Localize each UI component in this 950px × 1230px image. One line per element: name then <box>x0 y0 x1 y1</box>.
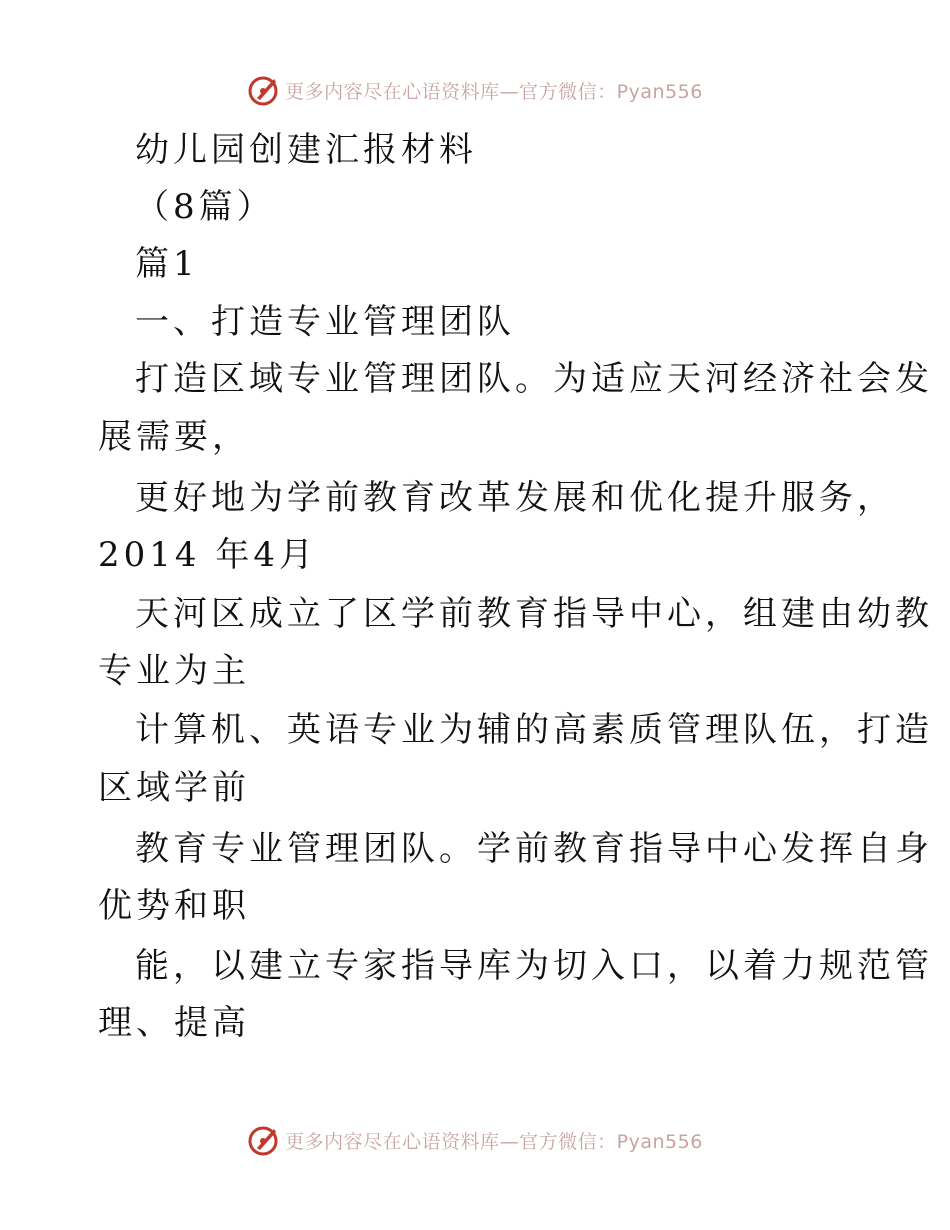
body-line: 区域学前 <box>98 768 250 808</box>
body-line: 2014 年4月 <box>98 535 317 575</box>
header-watermark <box>0 70 950 110</box>
document-subtitle: （8篇） <box>135 187 275 227</box>
footer-watermark <box>0 1120 950 1160</box>
body-line: 理、提高 <box>98 1003 250 1043</box>
body-line: 优势和职 <box>98 886 250 926</box>
body-line: 计算机、英语专业为辅的高素质管理队伍，打造 <box>135 710 933 750</box>
quill-logo-icon <box>247 1123 281 1157</box>
watermark-text: 更多内容尽在心语资料库—官方微信：Pyan556 <box>285 1130 703 1153</box>
watermark-text: 更多内容尽在心语资料库—官方微信：Pyan556 <box>285 80 703 103</box>
body-line: 打造区域专业管理团队。为适应天河经济社会发 <box>135 359 933 399</box>
body-line: 展需要， <box>98 417 250 457</box>
quill-logo-icon <box>247 73 281 107</box>
body-line: 专业为主 <box>98 651 250 691</box>
section-heading: 一、打造专业管理团队 <box>135 302 515 342</box>
body-line: 能，以建立专家指导库为切入口，以着力规范管 <box>135 946 933 986</box>
body-line: 天河区成立了区学前教育指导中心，组建由幼教 <box>135 594 933 634</box>
document-title: 幼儿园创建汇报材料 <box>135 130 477 170</box>
body-line: 更好地为学前教育改革发展和优化提升服务， <box>135 478 895 518</box>
body-line: 教育专业管理团队。学前教育指导中心发挥自身 <box>135 829 933 869</box>
section-label: 篇1 <box>135 244 199 284</box>
